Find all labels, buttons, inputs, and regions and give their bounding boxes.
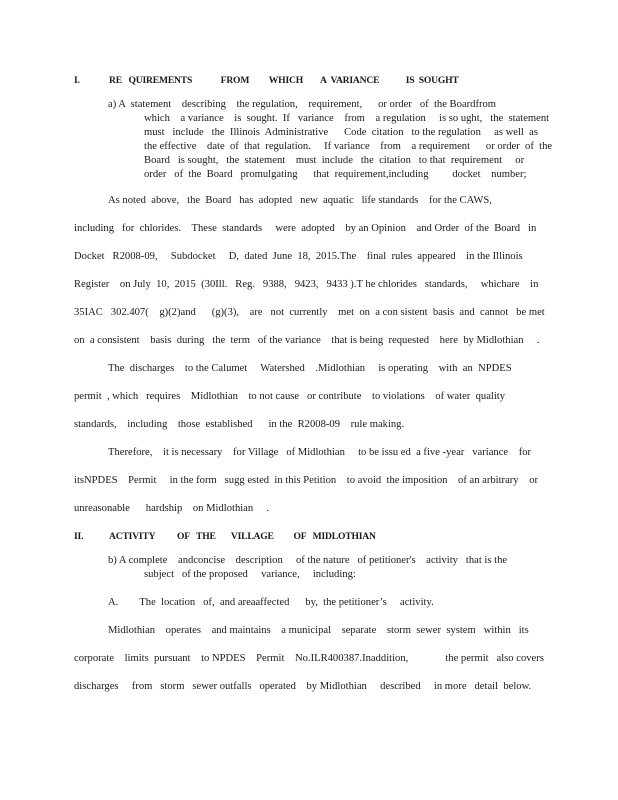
section-1-title: RE QUIREMENTS FROM WHICH A VARIANCE IS SOUGHT bbox=[109, 75, 459, 86]
paragraph-line: Docket R2008-09, Subdocket D, dated June 18, 2015.The final rules appeared in the Illinois bbox=[74, 251, 523, 262]
paragraph-line: permit , which requires Midlothian to not cause or contribute to violations of water quality bbox=[74, 391, 506, 402]
item-a-line: Board is sought, the statement must include the citation to that requirement or bbox=[144, 155, 525, 166]
section-2-title: ACTIVITY OF THE VILLAGE OF MIDLOTHIAN bbox=[109, 531, 376, 542]
paragraph-line: 35IAC 302.407( g)(2)and (g)(3), are not currently met on a con sistent basis and cannot be met bbox=[74, 307, 545, 318]
section-1-numeral: I. bbox=[74, 75, 80, 86]
paragraph-line: corporate limits pursuant to NPDES Permit No.ILR400387.Inaddition, the permit also covers bbox=[74, 653, 544, 664]
paragraph-line: Register on July 10, 2015 (30Ill. Reg. 9388, 9423, 9433 ).T he chlorides standards, whichare in bbox=[74, 279, 539, 290]
item-a-line: which a variance is sought. If variance from a regulation is so ught, the statement bbox=[144, 113, 550, 124]
paragraph-line: The discharges to the Calumet Watershed .Midlothian is operating with an NPDES bbox=[108, 363, 512, 374]
item-a-line: order of the Board promulgating that requirement,including docket number; bbox=[144, 169, 527, 180]
paragraph-line: on a consistent basis during the term of the variance that is being requested here by Midlothian . bbox=[74, 335, 540, 346]
paragraph-line: itsNPDES Permit in the form sugg ested in this Petition to avoid the imposition of an arbitrary or bbox=[74, 475, 539, 486]
paragraph-line: standards, including those established in the R2008-09 rule making. bbox=[74, 419, 405, 430]
section-2-numeral: II. bbox=[74, 531, 84, 542]
item-a-line: a) A statement describing the regulation, requirement, or order of the Boardfrom bbox=[108, 99, 497, 110]
paragraph-line: discharges from storm sewer outfalls operated by Midlothian described in more detail below. bbox=[74, 681, 532, 692]
item-a-line: must include the Illinois Administrative Code citation to the regulation as well as bbox=[144, 127, 538, 138]
paragraph-line: unreasonable hardship on Midlothian . bbox=[74, 503, 270, 514]
item-b-line: b) A complete andconcise description of the nature of petitioner's activity that is the bbox=[108, 555, 508, 566]
item-A-line: A. The location of, and areaaffected by, the petitioner’s activity. bbox=[108, 597, 434, 608]
paragraph-line: Midlothian operates and maintains a municipal separate storm sewer system within its bbox=[108, 625, 529, 636]
item-b-line: subject of the proposed variance, including: bbox=[144, 569, 356, 580]
paragraph-line: As noted above, the Board has adopted new aquatic life standards for the CAWS, bbox=[108, 195, 492, 206]
item-a-line: the effective date of that regulation. If variance from a requirement or order of the bbox=[144, 141, 553, 152]
paragraph-line: including for chlorides. These standards were adopted by an Opinion and Order of the Board in bbox=[74, 223, 537, 234]
paragraph-line: Therefore, it is necessary for Village of Midlothian to be issu ed a five -year variance for bbox=[108, 447, 532, 458]
